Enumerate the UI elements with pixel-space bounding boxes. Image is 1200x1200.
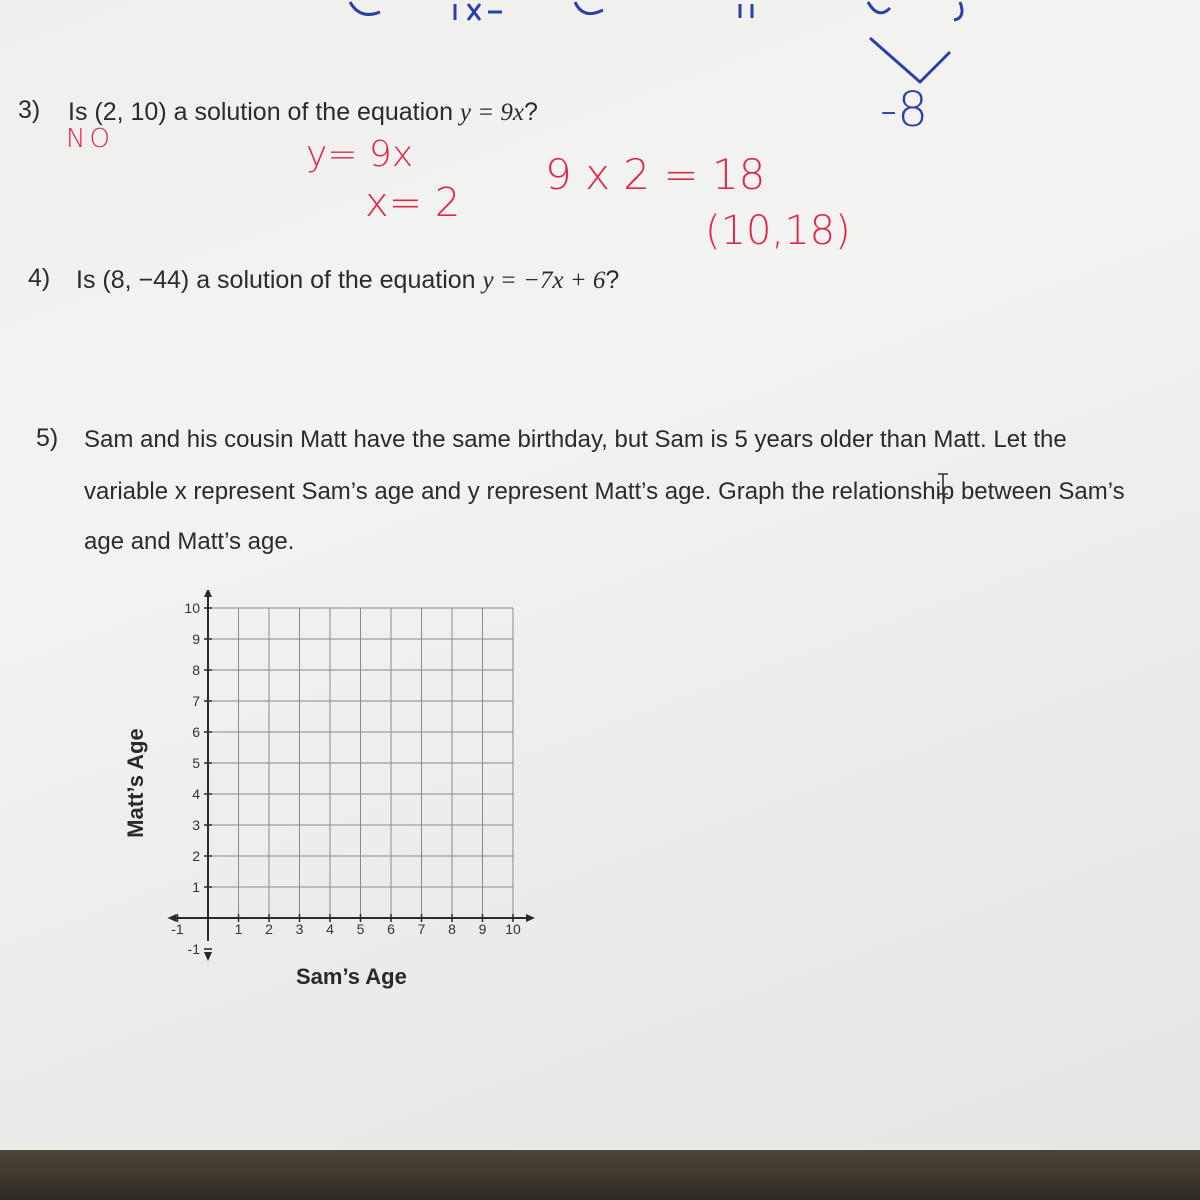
question-5-number: 5) (36, 424, 59, 452)
work-y-equals-9x: y= 9x (306, 134, 414, 175)
x-tick-label: 5 (356, 921, 365, 937)
question-3-equation: y = 9x (459, 99, 524, 126)
question-4-prefix: Is (8, −44) a solution of the equation (76, 266, 483, 294)
x-tick-label: 2 (265, 921, 273, 937)
x-tick-label: 7 (417, 921, 426, 937)
question-5-line-3: age and Matt’s age. (84, 528, 295, 555)
graph-grid (208, 608, 513, 918)
x-tick-label: 10 (505, 921, 521, 937)
work-x-equals-2: x= 2 (365, 180, 461, 226)
top-scribbles (0, 0, 1200, 40)
scribble-mark (740, 4, 752, 18)
y-axis-arrow-up (204, 590, 212, 597)
minus-eight-scribble: -8 (880, 82, 928, 138)
y-tick-label: 4 (192, 786, 200, 802)
x-tick-label: -1 (171, 921, 184, 937)
y-tick-label: 2 (192, 848, 200, 864)
x-tick-label: 1 (234, 921, 243, 937)
scribble-mark (350, 2, 380, 14)
graph-axes (168, 590, 536, 961)
answer-no: NO (66, 124, 114, 154)
x-tick-label: 9 (478, 921, 487, 937)
work-point-10-18: (10,18) (705, 208, 851, 254)
x-tick-label: 3 (295, 921, 304, 937)
question-4-suffix: ? (605, 266, 620, 294)
x-tick-label: 4 (326, 921, 334, 937)
x-tick-label: 8 (448, 921, 456, 937)
y-tick-label: 3 (192, 817, 200, 833)
question-5-line-1: Sam and his cousin Matt have the same birthday, but Sam is 5 years older than Matt. Let the (84, 426, 1067, 453)
y-axis-arrow-down (204, 952, 212, 961)
y-tick-label: 6 (192, 724, 200, 740)
question-3-number: 3) (18, 96, 41, 124)
y-axis-title: Matt’s Age (123, 728, 148, 838)
y-tick-label: 9 (192, 631, 200, 647)
graph-ticks (171, 600, 521, 957)
question-3-prefix: Is (2, 10) a solution of the equation (68, 98, 460, 126)
y-tick-label: 8 (192, 662, 200, 678)
scribble-mark (575, 2, 603, 14)
y-tick-label: 10 (184, 600, 200, 616)
y-tick-label: 5 (192, 755, 200, 771)
work-9-times-2: 9 x 2 = 18 (545, 150, 766, 199)
question-3-suffix: ? (523, 98, 538, 126)
question-3-text (68, 98, 538, 127)
y-tick-label: 1 (192, 879, 200, 895)
x-axis-arrow-right (526, 914, 535, 922)
question-4-equation: y = −7x + 6 (482, 267, 606, 294)
y-tick-label: -1 (187, 941, 200, 957)
y-tick-label: 7 (192, 693, 200, 709)
desk-background (0, 1150, 1200, 1200)
question-4-number: 4) (28, 264, 51, 292)
scribble-mark (455, 4, 502, 20)
text-cursor-icon (936, 472, 950, 498)
scribble-mark (868, 2, 962, 20)
x-axis-title: Sam’s Age (296, 964, 407, 989)
question-4-text (76, 266, 619, 295)
x-tick-label: 6 (387, 921, 395, 937)
question-5-line-2: variable x represent Sam’s age and y represent Matt’s age. Graph the relationship between Sam’s (84, 478, 1125, 505)
coordinate-graph[interactable] (120, 590, 600, 990)
